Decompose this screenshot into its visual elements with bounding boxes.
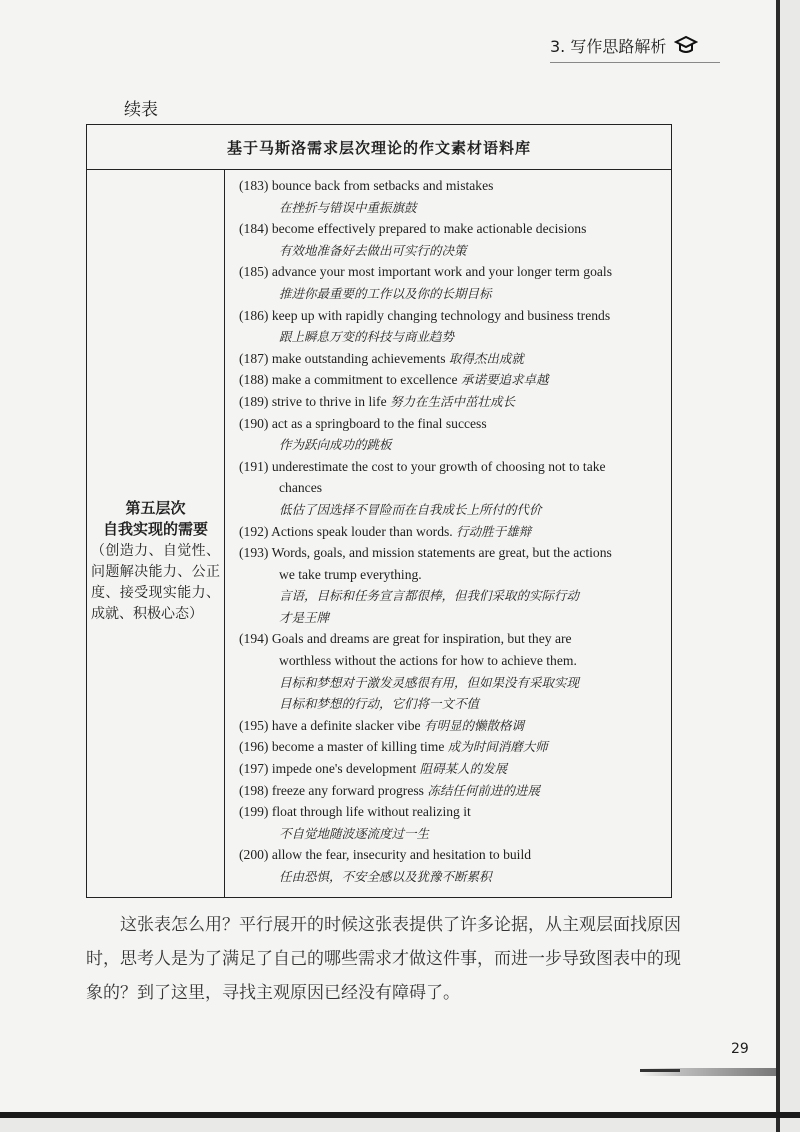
level-need: 自我实现的需要: [102, 522, 208, 538]
entry-english-text: (199) float through life without realizing it: [239, 804, 471, 820]
entry-english: [239, 801, 667, 823]
entry-item: [239, 348, 667, 370]
entry-chinese: 目标和梦想对于激发灵感很有用，但如果没有采取实现: [279, 674, 580, 690]
entry-english-text: (193) Words, goals, and mission statements are great, but the actions: [239, 545, 612, 561]
entry-english: [239, 542, 667, 564]
entry-english: [239, 715, 667, 737]
entry-chinese-inline: 取得杰出成就: [448, 350, 524, 366]
entry-item: [239, 521, 667, 543]
entry-english-text: (194) Goals and dreams are great for inspiration, but they are: [239, 631, 572, 647]
header-rule: [550, 62, 720, 63]
level-description: （创造力、自觉性、问题解决能力、公正度、接受现实能力、成就、积极心态）: [91, 544, 220, 622]
running-header: [550, 33, 698, 57]
entry-english-text: (200) allow the fear, insecurity and hesitation to build: [239, 847, 532, 863]
entry-chinese: 言语，目标和任务宣言都很棒，但我们采取的实际行动: [279, 588, 580, 604]
entry-item: [239, 758, 667, 780]
entry-item: [239, 736, 667, 758]
continued-label: 续表: [124, 100, 158, 119]
entry-chinese: 才是王牌: [279, 609, 330, 625]
entry-english: [239, 736, 667, 758]
footer-dash: [640, 1069, 680, 1072]
entry-item: [239, 628, 667, 714]
entry-chinese: 作为跃向成功的跳板: [279, 437, 392, 453]
entry-english: [239, 413, 667, 435]
entry-english-text: (196) become a master of killing time: [239, 739, 445, 755]
entry-chinese-inline: 成为时间消磨大师: [447, 739, 548, 755]
table-title: 基于马斯洛需求层次理论的作文素材语料库: [87, 125, 671, 170]
entry-english-continued: chances: [279, 480, 323, 496]
entry-english-text: (187) make outstanding achievements: [239, 350, 446, 366]
body-paragraph: 这张表怎么用？平行展开的时候这张表提供了许多论据，从主观层面找原因时，思考人是为了满足了自己的哪些需求才做这件事，而进一步导致图表中的现象的？到了这里，寻找主观原因已经没有障碍了。: [86, 915, 681, 1003]
entry-item: [239, 413, 667, 456]
entry-chinese-inline: 承诺要追求卓越: [460, 372, 549, 388]
entry-english: [239, 305, 667, 327]
entry-item: [239, 261, 667, 304]
entry-item: [239, 369, 667, 391]
entry-english: [239, 348, 667, 370]
page-edge-bottom: [0, 1112, 800, 1118]
entry-english-continued: we take trump everything.: [279, 566, 422, 582]
entry-chinese: 低估了因选择不冒险而在自我成长上所付的代价: [279, 501, 542, 517]
entry-item: [239, 218, 667, 261]
entry-english: [239, 758, 667, 780]
entry-chinese: 目标和梦想的行动，它们将一文不值: [279, 696, 480, 712]
entry-item: [239, 391, 667, 413]
level-cell: [87, 499, 224, 625]
entry-english: [239, 628, 667, 650]
entry-chinese: 跟上瞬息万变的科技与商业趋势: [279, 329, 455, 345]
entry-english-text: (197) impede one's development: [239, 761, 417, 777]
entry-item: [239, 456, 667, 521]
entry-english-continued: worthless without the actions for how to achieve them.: [279, 653, 577, 669]
entry-chinese-inline: 阻碍某人的发展: [419, 761, 508, 777]
page-edge-right: [776, 0, 780, 1132]
entry-english-text: (184) become effectively prepared to make actionable decisions: [239, 221, 587, 237]
entry-chinese-inline: 冻结任何前进的进展: [427, 782, 540, 798]
entry-english: [239, 175, 667, 197]
entry-english: [239, 844, 667, 866]
section-title: 3. 写作思路解析: [550, 36, 667, 56]
corpus-table: [86, 124, 672, 898]
entry-english-text: (183) bounce back from setbacks and mistakes: [239, 178, 494, 193]
entry-chinese: 有效地准备好去做出可实行的决策: [279, 242, 467, 258]
entry-chinese: 不自觉地随波逐流度过一生: [279, 825, 430, 841]
entry-english: [239, 218, 667, 240]
level-column: [87, 169, 225, 897]
entry-english-text: (192) Actions speak louder than words.: [239, 523, 453, 539]
level-title: 第五层次: [125, 501, 186, 517]
entry-english: [239, 456, 667, 478]
entry-english-text: (186) keep up with rapidly changing technology and business trends: [239, 307, 611, 323]
entry-item: [239, 542, 667, 628]
entry-english: [239, 369, 667, 391]
entry-english: [239, 780, 667, 802]
entry-item: [239, 780, 667, 802]
entry-list: [239, 175, 667, 888]
entry-chinese: 在挫折与错误中重振旗鼓: [279, 199, 417, 215]
entry-english-text: (198) freeze any forward progress: [239, 782, 424, 798]
entry-item: [239, 844, 667, 887]
entry-chinese: 任由恐惧，不安全感以及犹豫不断累积: [279, 869, 492, 884]
entry-chinese-inline: 努力在生活中茁壮成长: [390, 393, 516, 409]
page-number: 29: [731, 1041, 749, 1057]
entry-item: [239, 715, 667, 737]
entry-english-text: (185) advance your most important work and your longer term goals: [239, 264, 612, 280]
entry-english-text: (191) underestimate the cost to your growth of choosing not to take: [239, 458, 606, 474]
entry-chinese-inline: 行动胜于雄辩: [456, 523, 532, 539]
entry-item: [239, 305, 667, 348]
entry-english-text: (188) make a commitment to excellence: [239, 372, 458, 388]
entry-english-text: (189) strive to thrive in life: [239, 393, 387, 409]
entry-item: [239, 801, 667, 844]
graduation-cap-icon: [674, 34, 698, 56]
entry-chinese: 推进你最重要的工作以及你的长期目标: [279, 285, 492, 301]
entry-chinese-inline: 有明显的懒散格调: [423, 717, 524, 733]
entry-english-text: (195) have a definite slacker vibe: [239, 717, 421, 733]
entry-english: [239, 521, 667, 543]
entry-english: [239, 391, 667, 413]
entry-english-text: (190) act as a springboard to the final success: [239, 415, 487, 431]
entry-item: [239, 175, 667, 218]
entry-english: [239, 261, 667, 283]
